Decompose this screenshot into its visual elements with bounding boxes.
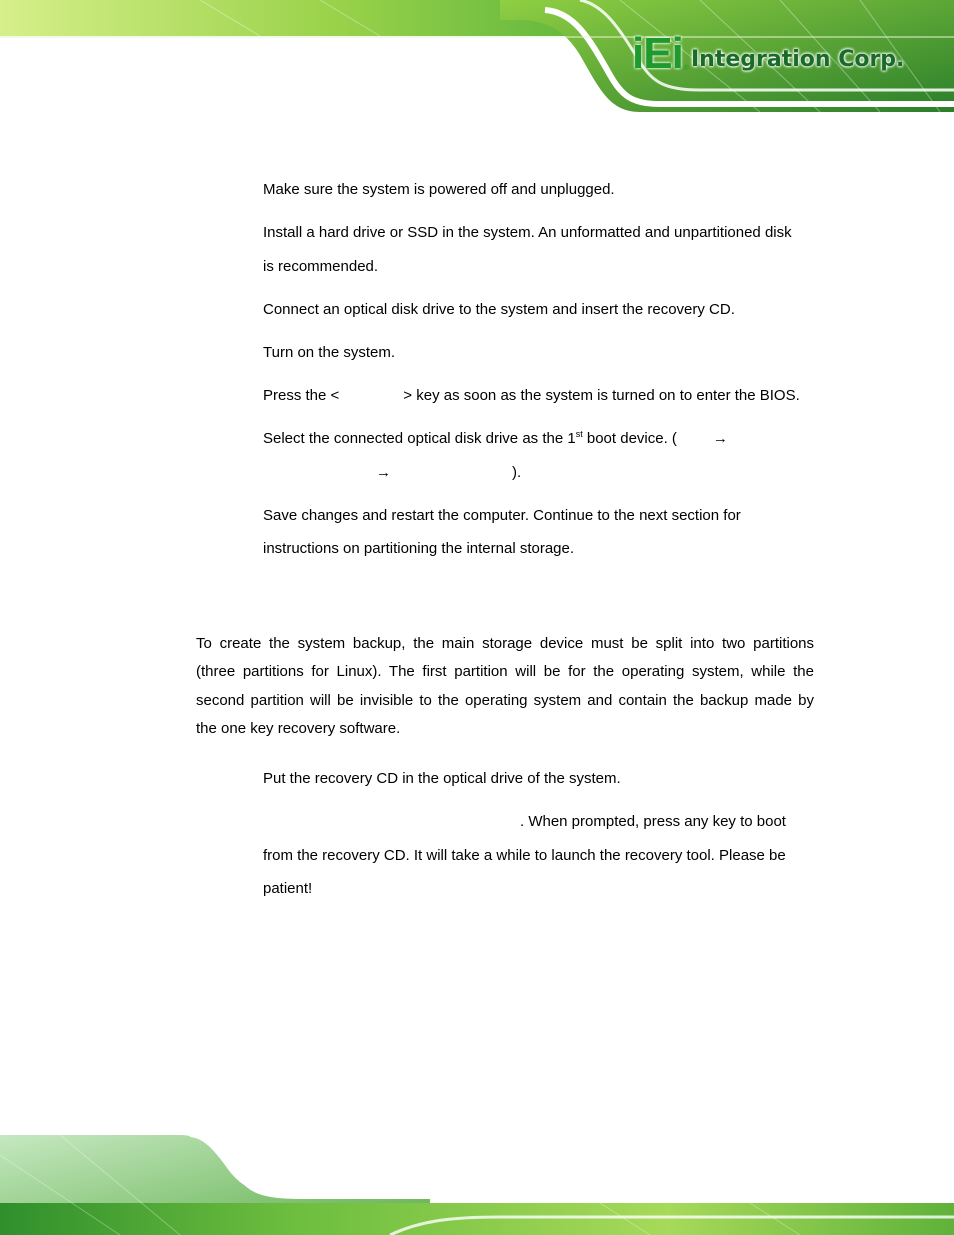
step-enter-bios-post: > key as soon as the system is turned on to enter the BIOS. — [403, 387, 800, 404]
company-logo — [632, 28, 905, 78]
logo-mark: iEi — [632, 29, 683, 78]
intro-paragraph — [196, 630, 814, 743]
step-save-restart-line2: instructions on partitioning the internal storage. — [263, 540, 575, 557]
step-boot-device — [263, 422, 823, 455]
step-insert-cd: Put the recovery CD in the optical drive of the system. — [263, 770, 621, 787]
right-arrow-icon: → — [376, 464, 391, 481]
right-arrow-icon: → — [712, 430, 728, 447]
step-boot-device-post: boot device. ( — [582, 430, 677, 447]
intro-line: the one key recovery software. — [196, 719, 401, 737]
step-enter-bios — [263, 379, 823, 412]
footer-banner — [0, 1135, 954, 1235]
step-connect-optical: Connect an optical disk drive to the system and insert the recovery CD. — [263, 301, 735, 318]
registered-mark: ® — [683, 65, 689, 72]
intro-line: (three partitions for Linux). The first partition will be for the operating system, while the — [196, 663, 814, 681]
step-install-drive-line2: is recommended. — [263, 258, 379, 275]
step-boot-device-close: ). — [512, 464, 522, 481]
step-boot-cd-line2: from the recovery CD. It will take a while to launch the recovery tool. Please be — [263, 847, 786, 864]
step-boot-cd-line1 — [263, 805, 823, 838]
step-boot-cd-line3: patient! — [263, 880, 313, 897]
logo-text: Integration Corp. — [690, 47, 905, 72]
step-install-drive-line1: Install a hard drive or SSD in the system. An unformatted and unpartitioned disk — [263, 224, 792, 241]
ordinal-suffix: st — [575, 429, 583, 439]
step-boot-cd-text: . When prompted, press any key to boot — [520, 813, 786, 830]
step-boot-device-pre: Select the connected optical disk drive as the 1 — [263, 430, 576, 447]
step-boot-device-line2 — [263, 456, 823, 489]
step-enter-bios-pre: Press the < — [263, 387, 340, 404]
intro-line: To create the system backup, the main storage device must be split into two partitions — [196, 635, 814, 652]
step-turn-on: Turn on the system. — [263, 344, 395, 361]
step-save-restart-line1: Save changes and restart the computer. Continue to the next section for — [263, 507, 741, 524]
intro-line: second partition will be invisible to the operating system and contain the backup made by — [196, 691, 814, 709]
step-power-off: Make sure the system is powered off and unplugged. — [263, 181, 615, 198]
